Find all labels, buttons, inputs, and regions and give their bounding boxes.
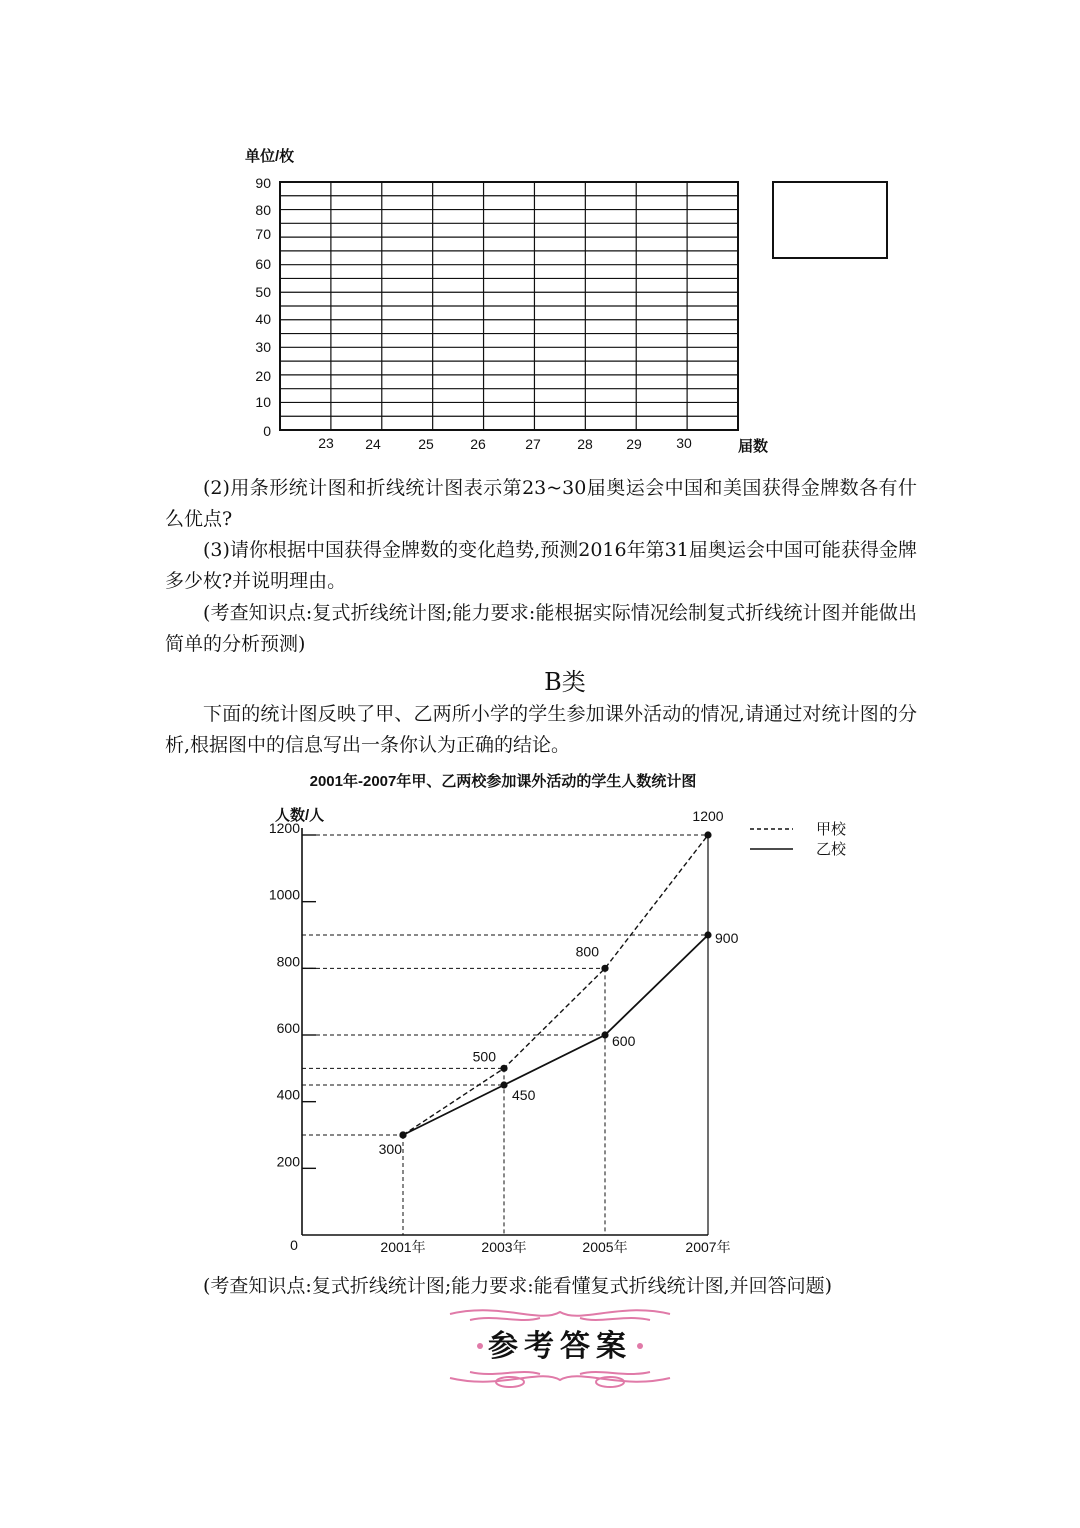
grid-y-tick: 10: [255, 394, 271, 410]
legend-box: [773, 182, 887, 258]
guide-lines: [302, 835, 708, 1235]
x-tick-label: 2005年: [582, 1239, 628, 1255]
data-label-jia-2001: 300: [378, 1141, 402, 1157]
knowledge-note-a: (考查知识点:复式折线统计图;能力要求:能根据实际情况绘制复式折线统计图并能做出简单的分析预测): [165, 602, 917, 655]
grid-y-tick: 70: [255, 226, 271, 242]
grid-y-tick: 80: [255, 202, 271, 218]
question-3: (3)请你根据中国获得金牌数的变化趋势,预测2016年第31届奥运会中国可能获得金牌多少枚?并说明理由。: [165, 539, 917, 592]
question-2: (2)用条形统计图和折线统计图表示第23~30届奥运会中国和美国获得金牌数各有什么优点?: [165, 477, 917, 530]
blank-grid-chart: [230, 140, 910, 470]
banner-dot-left: [477, 1343, 483, 1349]
data-label-yi-2007: 900: [715, 930, 739, 946]
grid-x-tick: 25: [418, 436, 434, 452]
grid-y-tick: 30: [255, 339, 271, 355]
series-line-jia: [403, 835, 708, 1135]
grid-y-tick: 60: [255, 256, 271, 272]
y-tick-label: 1200: [268, 820, 300, 836]
data-point-yi: [704, 931, 711, 938]
y-tick-label: 600: [276, 1020, 300, 1036]
data-point-yi: [399, 1131, 406, 1138]
legend-label-jia: 甲校: [816, 821, 847, 838]
x-tick-label: 2001年: [380, 1239, 426, 1255]
legend-label-yi: 乙校: [816, 841, 847, 858]
data-label-yi-2003: 450: [512, 1087, 536, 1103]
chart-title: 2001年-2007年甲、乙两校参加课外活动的学生人数统计图: [309, 773, 697, 790]
y-tick-label: 400: [276, 1086, 300, 1103]
data-label-jia-2007: 1200: [692, 808, 724, 824]
y-tick-marks: [302, 835, 316, 1168]
banner-dot-right: [637, 1343, 643, 1349]
data-label-jia-2005: 800: [575, 943, 599, 960]
y-axis-label: 人数/人: [275, 807, 325, 824]
grid-x-tick: 30: [676, 435, 692, 451]
y-tick-labels: [269, 820, 300, 1169]
grid-lines: [280, 182, 738, 430]
section-b-heading: B类: [544, 668, 586, 696]
origin-label: 0: [290, 1237, 298, 1253]
grid-x-tick: 29: [626, 436, 642, 452]
grid-y-tick: 50: [255, 284, 271, 300]
grid-x-tick: 24: [365, 436, 381, 452]
data-points: [399, 831, 711, 1138]
y-tick-label: 1000: [268, 886, 300, 903]
data-labels: [379, 808, 739, 1157]
grid-x-tick: 23: [318, 435, 334, 451]
grid-x-tick: 27: [525, 436, 541, 452]
x-tick-labels: [380, 1239, 730, 1255]
y-tick-label: 200: [276, 1153, 300, 1170]
grid-y-tick: 20: [255, 368, 271, 384]
data-point-yi: [601, 1031, 608, 1038]
knowledge-note-b: (考查知识点:复式折线统计图;能力要求:能看懂复式折线统计图,并回答问题): [203, 1275, 833, 1297]
grid-y-tick: 40: [255, 311, 271, 327]
data-point-yi: [500, 1081, 507, 1088]
y-tick-label: 800: [276, 953, 300, 970]
data-point-jia: [601, 965, 608, 972]
answer-banner: [440, 1300, 680, 1392]
grid-x-tick: 28: [577, 436, 593, 452]
grid-unit-label: 单位/枚: [245, 148, 295, 165]
data-point-jia: [704, 831, 711, 838]
grid-y-tick: 0: [263, 423, 271, 439]
series-lines: [403, 835, 708, 1135]
grid-x-tick: 26: [470, 436, 486, 452]
data-label-yi-2005: 600: [612, 1033, 636, 1049]
section-b-intro: 下面的统计图反映了甲、乙两所小学的学生参加课外活动的情况,请通过对统计图的分析,根据图中的信息写出一条你认为正确的结论。: [165, 703, 917, 756]
line-chart: [255, 765, 855, 1265]
x-tick-label: 2003年: [481, 1239, 527, 1255]
grid-x-ticks: [318, 435, 692, 452]
answer-banner-text: 参考答案: [488, 1329, 632, 1364]
x-tick-label: 2007年: [685, 1239, 731, 1255]
data-label-jia-2003: 500: [472, 1048, 496, 1065]
grid-y-tick: 90: [255, 175, 271, 191]
grid-y-ticks: [255, 175, 271, 439]
data-point-jia: [500, 1065, 507, 1072]
legend: [750, 820, 847, 858]
grid-x-axis-label: 届数: [738, 438, 769, 455]
